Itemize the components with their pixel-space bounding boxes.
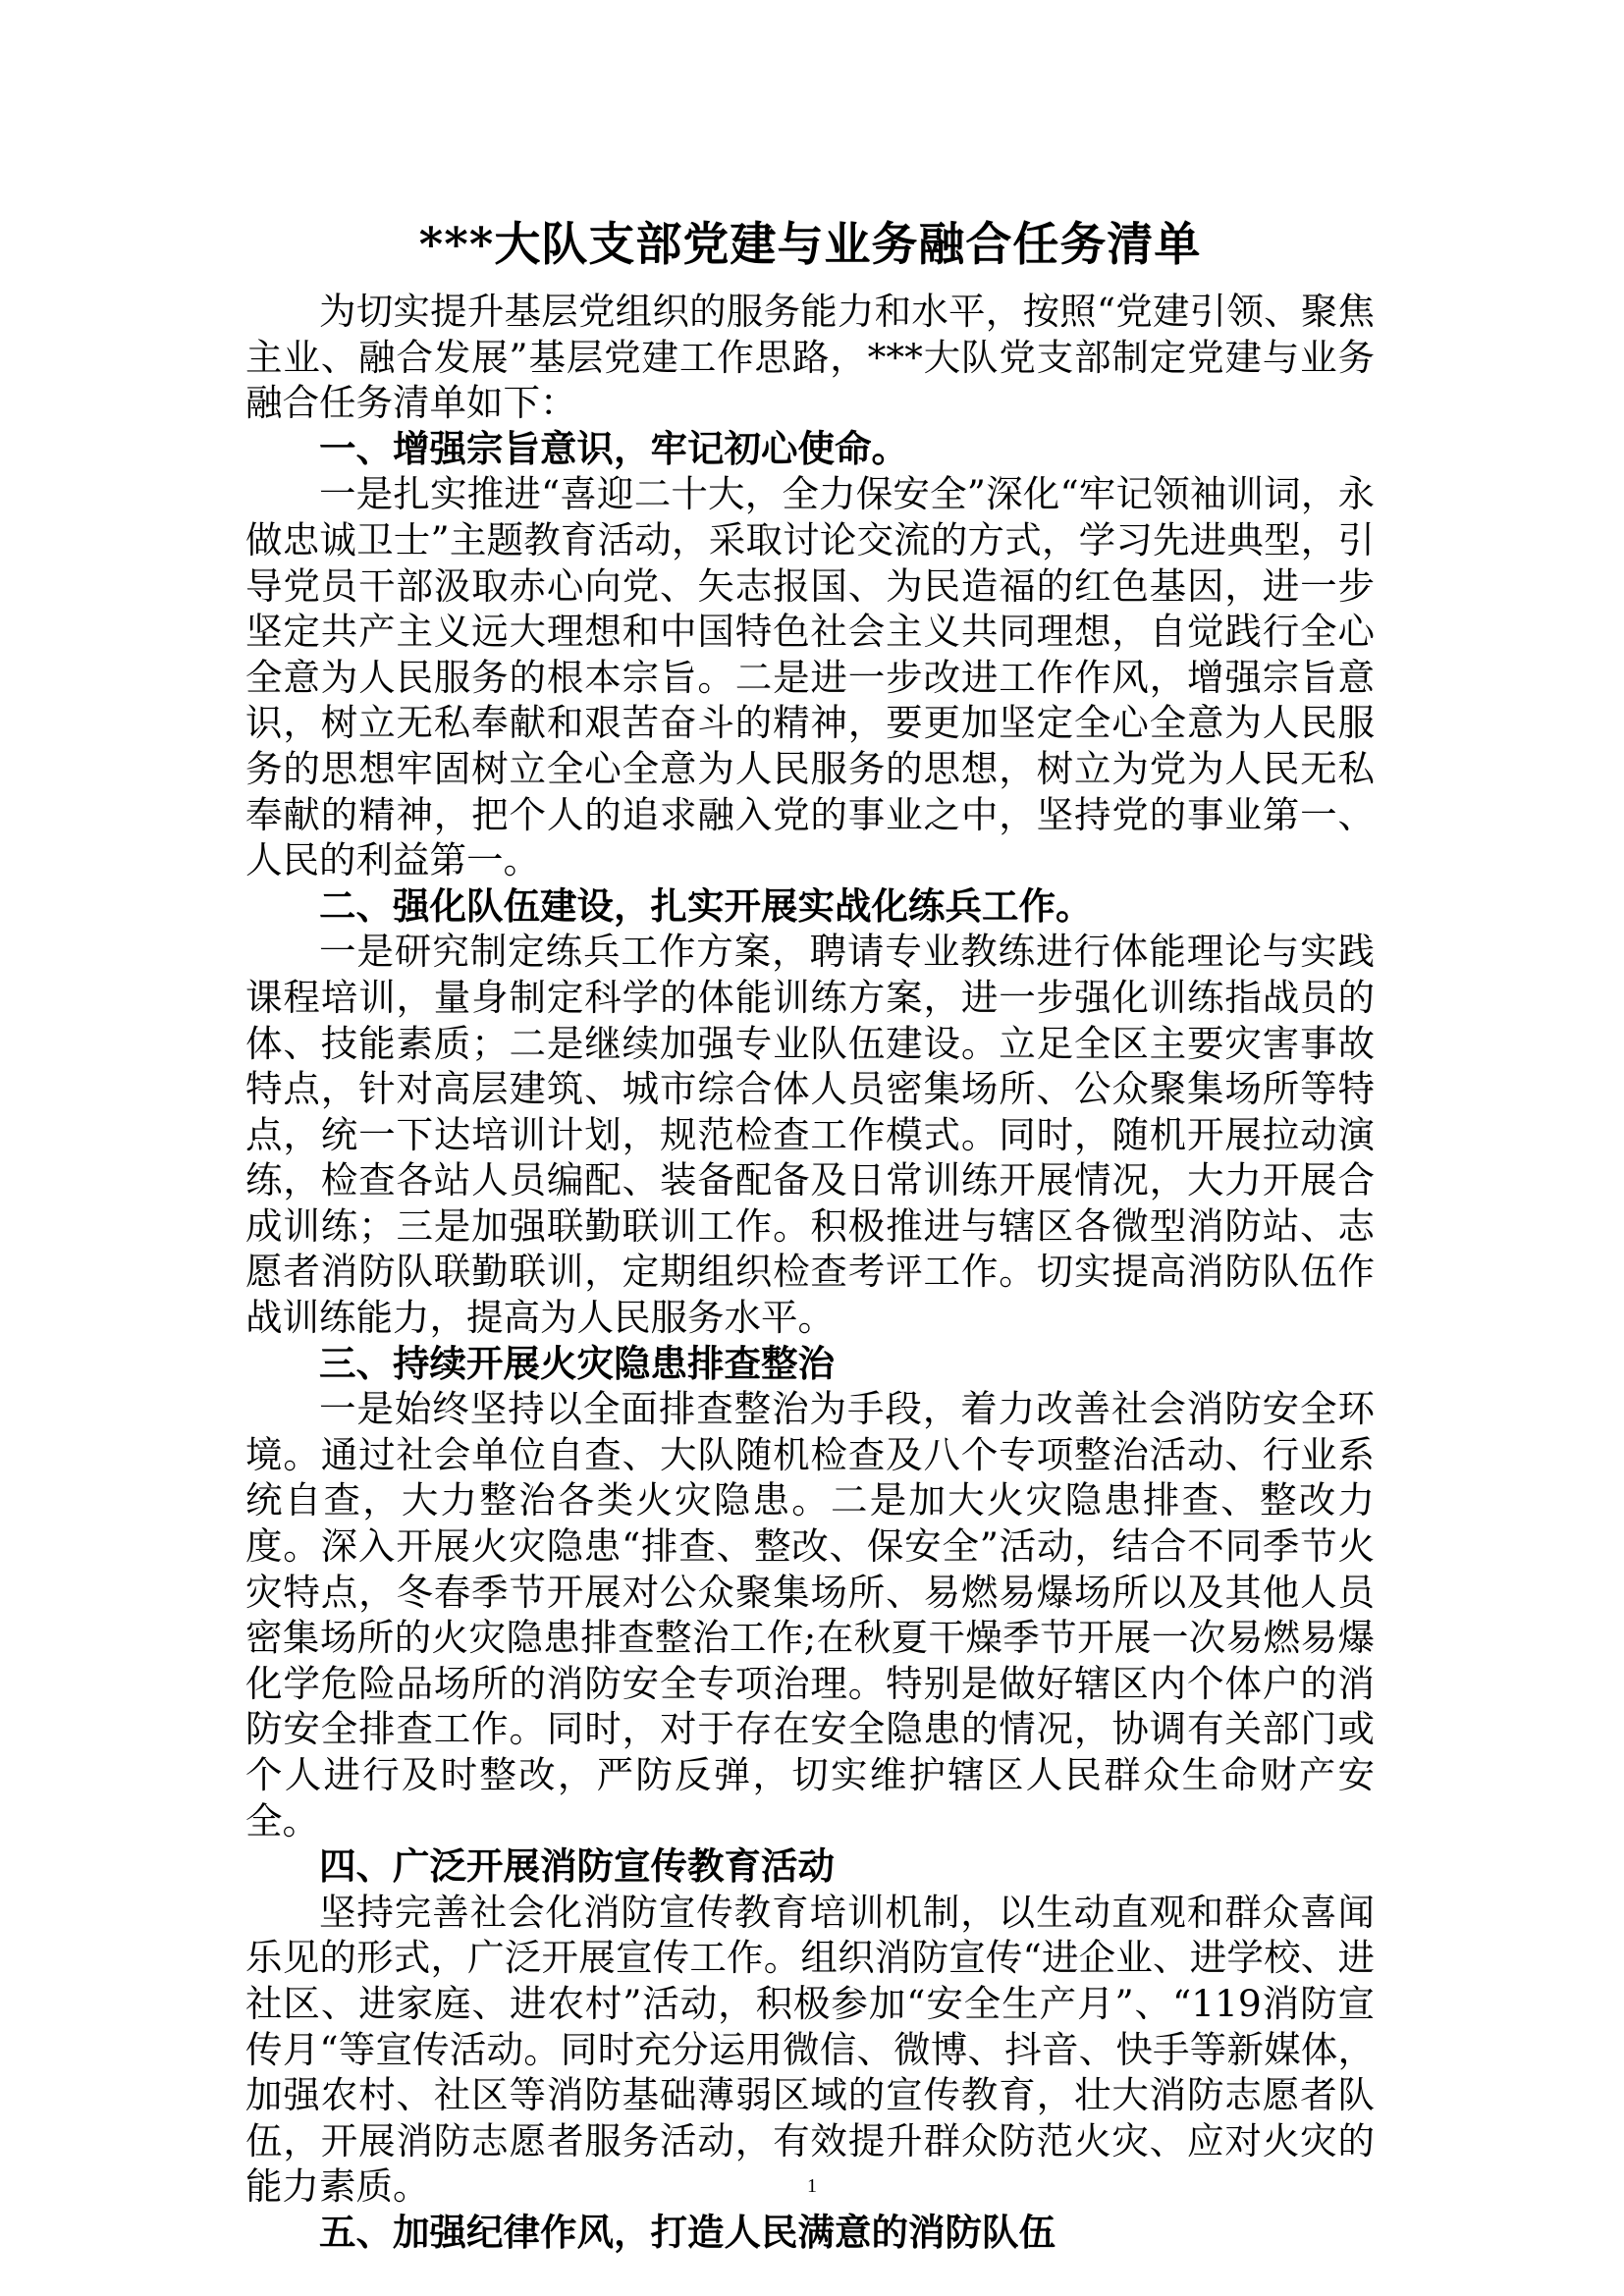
page-number: 1 [807, 2175, 817, 2197]
section-2-body: 一是研究制定练兵工作方案，聘请专业教练进行体能理论与实践课程培训，量身制定科学的体能训练方案，进一步强化训练指战员的体、技能素质；二是继续加强专业队伍建设。立足全区主要灾害事故特点，针对高层建筑、城市综合体人员密集场所、公众聚集场所等特点，统一下达培训计划，规范检查工作模式。同时，随机开展拉动演练，检查各站人员编配、装备配备及日常训练开展情况，大力开展合成训练；三是加强联勤联训工作。积极推进与辖区各微型消防站、志愿者消防队联勤联训，定期组织检查考评工作。切实提高消防队伍作战训练能力，提高为人民服务水平。 [245, 930, 1375, 1340]
section-3-heading: 三、持续开展火灾隐患排查整治 [319, 1341, 835, 1385]
section-5-heading: 五、加强纪律作风，打造人民满意的消防队伍 [319, 2210, 1056, 2254]
intro-paragraph: 为切实提升基层党组织的服务能力和水平，按照“党建引领、聚焦主业、融合发展”基层党建工作思路，***大队党支部制定党建与业务融合任务清单如下： [245, 290, 1375, 425]
section-3-body: 一是始终坚持以全面排查整治为手段，着力改善社会消防安全环境。通过社会单位自查、大队随机检查及八个专项整治活动、行业系统自查，大力整治各类火灾隐患。二是加大火灾隐患排查、整改力度。深入开展火灾隐患“排查、整改、保安全”活动，结合不同季节火灾特点，冬春季节开展对公众聚集场所、易燃易爆场所以及其他人员密集场所的火灾隐患排查整治工作;在秋夏干燥季节开展一次易燃易爆化学危险品场所的消防安全专项治理。特别是做好辖区内个体户的消防安全排查工作。同时，对于存在安全隐患的情况，协调有关部门或个人进行及时整改，严防反弹，切实维护辖区人民群众生命财产安全。 [245, 1387, 1375, 1842]
section-2-heading: 二、强化队伍建设，扎实开展实战化练兵工作。 [319, 883, 1093, 928]
document-title: ***大队支部党建与业务融合任务清单 [418, 218, 1202, 272]
section-4-body: 坚持完善社会化消防宣传教育培训机制，以生动直观和群众喜闻乐见的形式，广泛开展宣传工作。组织消防宣传“进企业、进学校、进社区、进家庭、进农村”活动，积极参加“安全生产月”、“119消防宣传月“等宣传活动。同时充分运用微信、微博、抖音、快手等新媒体，加强农村、社区等消防基础薄弱区域的宣传教育，壮大消防志愿者队伍，开展消防志愿者服务活动，有效提升群众防范火灾、应对火灾的能力素质。 [245, 1890, 1375, 2209]
section-1-body: 一是扎实推进“喜迎二十大，全力保安全”深化“牢记领袖训词，永做忠诚卫士”主题教育活动，采取讨论交流的方式，学习先进典型，引导党员干部汲取赤心向党、矢志报国、为民造福的红色基因，进一步坚定共产主义远大理想和中国特色社会主义共同理想，自觉践行全心全意为人民服务的根本宗旨。二是进一步改进工作作风，增强宗旨意识，树立无私奉献和艰苦奋斗的精神，要更加坚定全心全意为人民服务的思想牢固树立全心全意为人民服务的思想，树立为党为人民无私奉献的精神，把个人的追求融入党的事业之中，坚持党的事业第一、人民的利益第一。 [245, 472, 1375, 882]
document-page [245, 216, 1375, 2256]
section-1-heading: 一、增强宗旨意识，牢记初心使命。 [319, 426, 908, 470]
section-4-heading: 四、广泛开展消防宣传教育活动 [319, 1844, 835, 1889]
